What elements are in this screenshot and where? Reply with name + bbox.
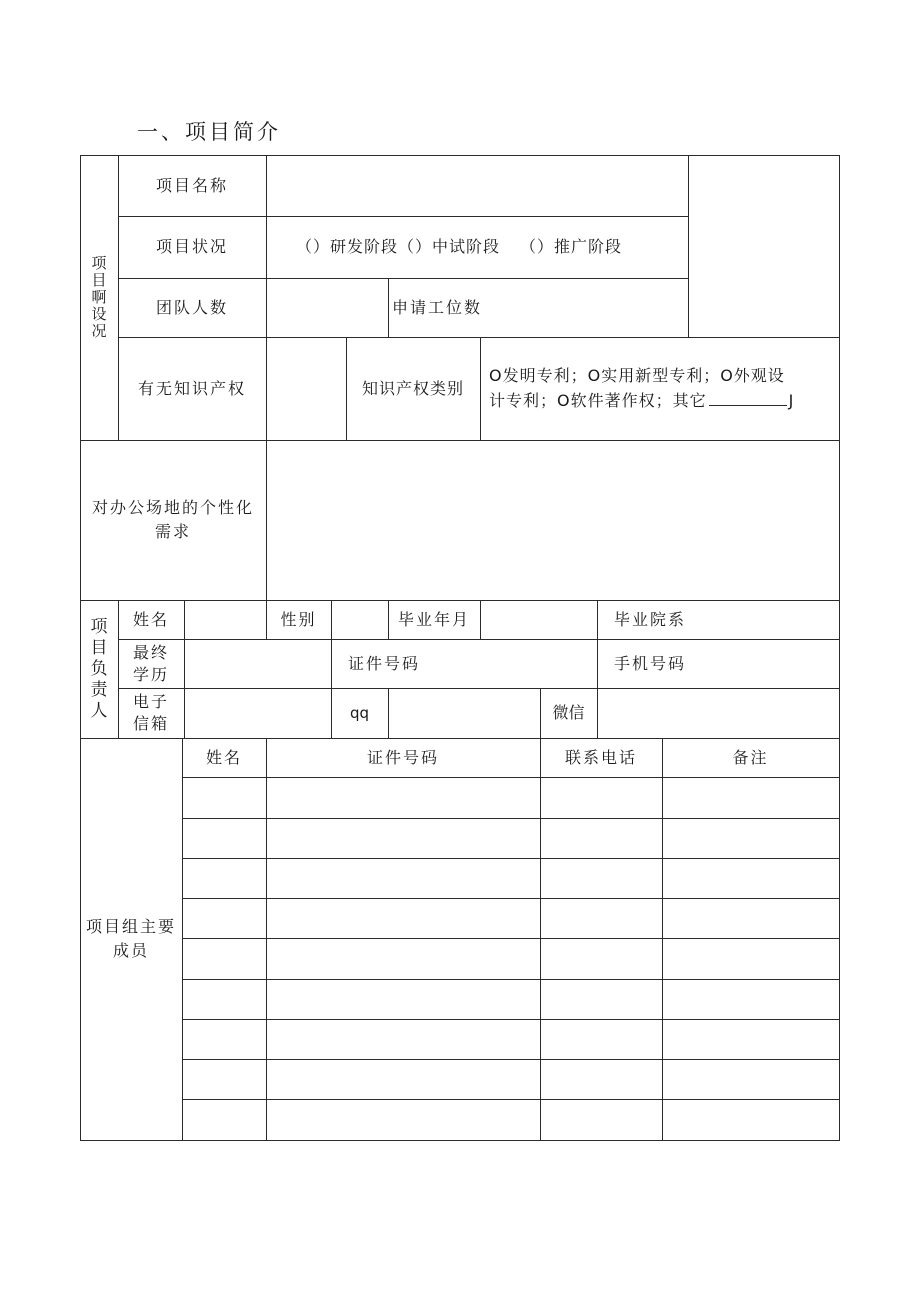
photo-area[interactable] [689,156,839,337]
education-label [118,639,184,688]
member-phone-cell[interactable] [541,819,662,858]
member-phone-cell[interactable] [541,1100,662,1140]
member-id-cell[interactable] [267,899,540,938]
member-phone-cell[interactable] [541,899,662,938]
email-field[interactable] [185,689,331,738]
leader-section-label [80,600,118,738]
member-remarks-cell[interactable] [663,778,839,818]
member-name-cell[interactable] [183,899,266,938]
member-id-cell[interactable] [267,778,540,818]
member-name-cell[interactable] [183,819,266,858]
education-field[interactable] [185,640,331,688]
ip-type-label: 知识产权类别 [361,378,464,398]
ip-options-line-1[interactable]: O发明专利；O实用新型专利；O外观设 [489,366,785,385]
members-col-remarks: 备注 [732,747,769,767]
table-border-right [839,155,840,1141]
member-name-cell[interactable] [183,1060,266,1099]
leader-name-field[interactable] [185,601,266,639]
leader-name-label: 姓名 [132,609,169,629]
id-number-label: 证件号码 [348,653,421,673]
member-phone-cell[interactable] [541,1060,662,1099]
members-col-phone: 联系电话 [564,747,637,767]
member-phone-cell[interactable] [541,778,662,818]
member-phone-cell[interactable] [541,939,662,979]
page-heading: 一、项目简介 [137,120,281,144]
member-remarks-cell[interactable] [663,1060,839,1099]
members-section-text: 项目组主要成员 [85,917,176,960]
project-name-label: 项目名称 [155,175,228,195]
email-label [118,688,184,738]
project-status-label: 项目状况 [155,237,228,256]
member-id-cell[interactable] [267,980,540,1019]
status-option-group-2[interactable]: （）推广阶段 [520,237,623,256]
member-name-cell[interactable] [183,980,266,1019]
wechat-field[interactable] [598,689,839,738]
member-remarks-cell[interactable] [663,1100,839,1140]
member-name-cell[interactable] [183,1020,266,1059]
member-name-cell[interactable] [183,778,266,818]
member-name-cell[interactable] [183,939,266,979]
member-id-cell[interactable] [267,1100,540,1140]
team-size-field[interactable] [267,279,388,337]
workstations-label: 申请工位数 [392,297,483,317]
member-id-cell[interactable] [267,1060,540,1099]
email-label-text: 电子信箱 [133,692,170,733]
grid-line [597,600,598,688]
member-id-cell[interactable] [267,819,540,858]
overview-section-label [80,155,118,440]
member-name-cell[interactable] [183,859,266,898]
member-remarks-cell[interactable] [663,899,839,938]
ip-field[interactable] [267,338,346,440]
qq-field[interactable] [389,689,540,738]
ip-type-options[interactable] [481,337,839,440]
member-phone-cell[interactable] [541,980,662,1019]
member-remarks-cell[interactable] [663,939,839,979]
wechat-label: 微信 [552,703,585,722]
member-name-cell[interactable] [183,1100,266,1140]
ip-label: 有无知识产权 [137,378,246,398]
status-option-group-1[interactable]: （）研发阶段（）中试阶段 [296,237,501,256]
team-size-label: 团队人数 [155,297,228,317]
gender-field[interactable] [332,601,388,639]
leader-section-text: 项目负责人 [90,616,108,721]
grid-line [388,278,389,338]
member-id-cell[interactable] [267,1020,540,1059]
member-remarks-cell[interactable] [663,1020,839,1059]
grad-date-field[interactable] [481,601,597,639]
ip-options-line-2-end: J [788,391,795,410]
member-remarks-cell[interactable] [663,819,839,858]
member-id-cell[interactable] [267,859,540,898]
phone-label: 手机号码 [614,653,687,673]
office-needs-label [80,440,266,600]
member-remarks-cell[interactable] [663,859,839,898]
overview-section-text: 项目啊设况 [91,254,107,340]
office-needs-text: 对办公场地的个性化需求 [91,498,254,541]
ip-options-line-2[interactable] [489,389,794,413]
office-needs-field[interactable] [267,441,839,600]
gender-label: 性别 [280,609,317,629]
project-name-field[interactable] [267,156,687,216]
project-status-options[interactable] [296,216,686,278]
member-phone-cell[interactable] [541,1020,662,1059]
ip-options-line-2-text: 计专利；O软件著作权；其它 [489,391,707,410]
members-col-name: 姓名 [205,747,242,767]
qq-label: qq [349,704,370,722]
education-label-text: 最终学历 [133,642,170,684]
other-blank[interactable] [709,391,787,406]
member-phone-cell[interactable] [541,859,662,898]
grad-date-label: 毕业年月 [397,609,470,629]
member-id-cell[interactable] [267,939,540,979]
school-label: 毕业院系 [614,609,687,629]
member-remarks-cell[interactable] [663,980,839,1019]
table-border-bottom [80,1140,840,1141]
members-section-label [80,738,182,1140]
members-col-id: 证件号码 [366,747,439,767]
